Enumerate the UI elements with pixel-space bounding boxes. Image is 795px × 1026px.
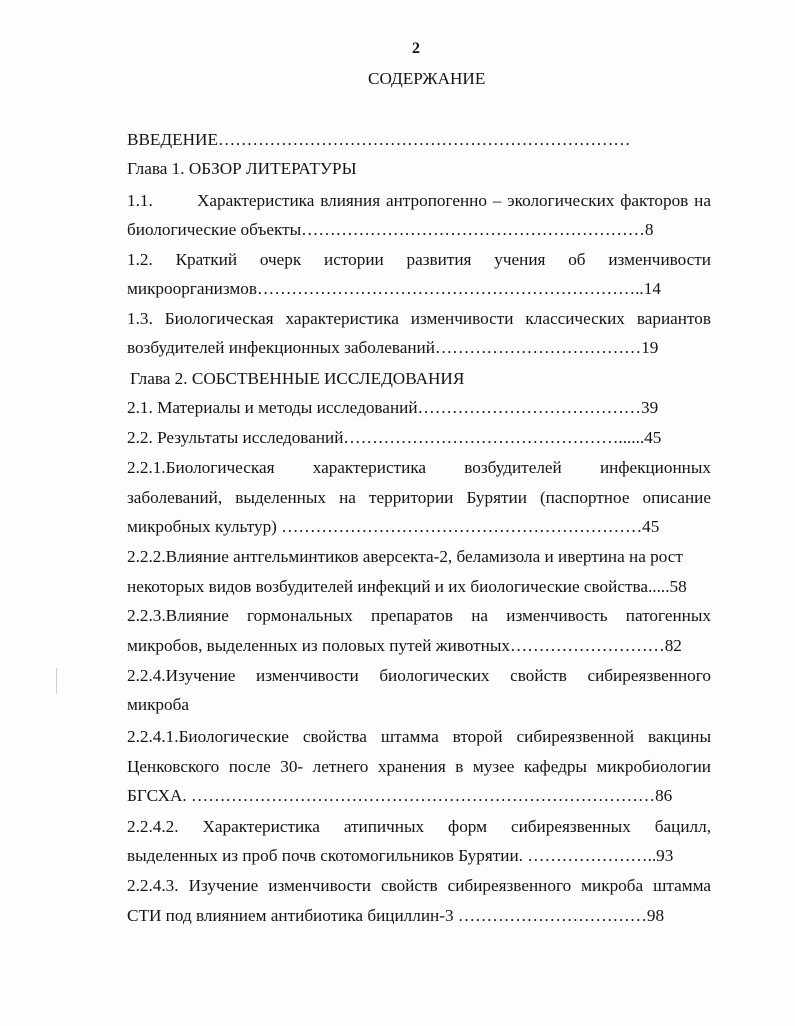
toc-entry-2-2-3: 2.2.3.Влияние гормональных препаратов на изменчивость патогенных bbox=[127, 606, 711, 625]
toc-entry-text: Характеристика влияния антропогенно – экологических факторов на bbox=[197, 191, 711, 210]
toc-entry-1-3: 1.3. Биологическая характеристика изменчивости классических вариантов bbox=[127, 309, 711, 328]
toc-entry-2-2-1-cont: заболеваний, выделенных на территории Бурятии (паспортное описание bbox=[127, 488, 711, 507]
toc-entry-1-1 bbox=[127, 191, 711, 211]
toc-entry-2-2-4-2-cont: выделенных из проб почв скотомогильников Бурятии. …………………..93 bbox=[127, 846, 674, 865]
toc-entry-2-2-4-cont: микроба bbox=[127, 695, 189, 714]
toc-entry-2-2-4: 2.2.4.Изучение изменчивости биологических свойств сибиреязвенного bbox=[127, 666, 711, 685]
toc-entry-2-2-1-cont2: микробных культур) ………………………………………………………45 bbox=[127, 517, 660, 536]
toc-entry-2-2-4-1: 2.2.4.1.Биологические свойства штамма второй сибиреязвенной вакцины bbox=[127, 727, 711, 746]
toc-entry-1-2-cont: микроорганизмов…………………………………………………………..14 bbox=[127, 279, 661, 298]
toc-entry-2-2-4-1-cont2: БГСХА. ………………………………………………………………………86 bbox=[127, 786, 673, 805]
toc-entry-2-2-2: 2.2.2.Влияние антгельминтиков аверсекта-2, беламизола и ивертина на рост bbox=[127, 547, 683, 566]
toc-entry-2-2-3-cont: микробов, выделенных из половых путей животных………………………82 bbox=[127, 636, 682, 655]
toc-intro: ВВЕДЕНИЕ……………………………………………………………… bbox=[127, 130, 631, 149]
toc-entry-number: 1.1. bbox=[127, 191, 153, 210]
toc-entry-1-3-cont: возбудителей инфекционных заболеваний………………………………19 bbox=[127, 338, 659, 357]
page-title: СОДЕРЖАНИЕ bbox=[368, 69, 486, 88]
toc-chapter-1-heading: Глава 1. ОБЗОР ЛИТЕРАТУРЫ bbox=[127, 159, 357, 178]
toc-entry-2-2-1: 2.2.1.Биологическая характеристика возбудителей инфекционных bbox=[127, 458, 711, 477]
toc-entry-1-2: 1.2. Краткий очерк истории развития учения об изменчивости bbox=[127, 250, 711, 269]
toc-chapter-2-heading: Глава 2. СОБСТВЕННЫЕ ИССЛЕДОВАНИЯ bbox=[130, 369, 465, 388]
toc-entry-2-2-4-3-cont: СТИ под влиянием антибиотика бициллин-3 ……………………………98 bbox=[127, 906, 665, 925]
toc-entry-2-2-2-cont: некоторых видов возбудителей инфекций и их биологические свойства.....58 bbox=[127, 577, 687, 596]
scan-artifact bbox=[56, 668, 57, 694]
toc-entry-1-1-cont: биологические объекты……………………………………………………8 bbox=[127, 220, 654, 239]
toc-entry-2-1: 2.1. Материалы и методы исследований…………………………………39 bbox=[127, 398, 659, 417]
page-number: 2 bbox=[412, 40, 420, 57]
toc-entry-2-2-4-2: 2.2.4.2. Характеристика атипичных форм сибиреязвенных бацилл, bbox=[127, 817, 711, 836]
toc-entry-2-2-4-3: 2.2.4.3. Изучение изменчивости свойств сибиреязвенного микроба штамма bbox=[127, 876, 711, 895]
toc-entry-2-2: 2.2. Результаты исследований…………………………………………......45 bbox=[127, 428, 662, 447]
toc-entry-2-2-4-1-cont: Ценковского после 30- летнего хранения в музее кафедры микробиологии bbox=[127, 757, 711, 776]
